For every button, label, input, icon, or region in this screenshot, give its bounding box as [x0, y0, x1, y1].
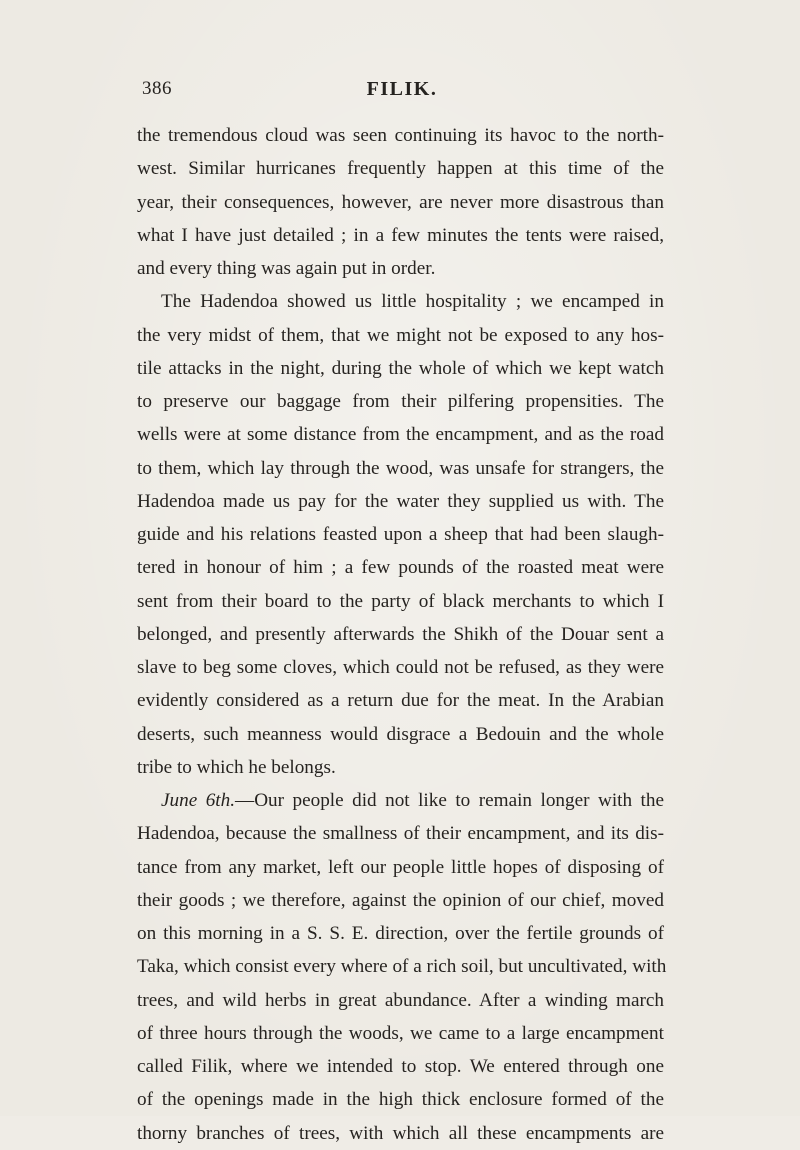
text-line: tribe to which he belongs. [137, 756, 336, 778]
text-line: to preserve our baggage from their pilfering propensities. The [137, 391, 664, 412]
text-line [137, 784, 664, 817]
text-line: thorny branches of trees, with which all these encampments are [137, 1122, 664, 1144]
text-line-rest: —Our people did not like to remain longer with the [235, 790, 664, 811]
text-line: slave to beg some cloves, which could not be refused, as they were [137, 657, 664, 678]
date-heading: June 6th. [161, 790, 236, 811]
text-line: tance from any market, left our people little hopes of disposing of [137, 856, 664, 878]
text-line: of three hours through the woods, we came to a large encampment [137, 1022, 664, 1044]
body-text [137, 119, 667, 1150]
text-line: wells were at some distance from the encampment, and as the road [137, 424, 664, 446]
text-line: the very midst of them, that we might not be exposed to any hos- [137, 324, 664, 346]
text-line: year, their consequences, however, are never more disastrous than [137, 191, 664, 213]
text-line: Hadendoa made us pay for the water they supplied us with. The [137, 490, 664, 512]
page-number: 386 [142, 78, 172, 99]
text-line: what I have just detailed ; in a few minutes the tents were raised, [137, 224, 664, 246]
running-head: FILIK. [366, 78, 438, 100]
text-line: deserts, such meanness would disgrace a Bedouin and the whole [137, 723, 664, 745]
text-line: Hadendoa, because the smallness of their encampment, and its dis- [137, 823, 664, 845]
text-line: west. Similar hurricanes frequently happen at this time of the [137, 158, 664, 180]
text-line: the tremendous cloud was seen continuing its havoc to the north- [137, 125, 664, 146]
text-line: their goods ; we therefore, against the opinion of our chief, moved [137, 889, 664, 911]
text-line: tered in honour of him ; a few pounds of the roasted meat were [137, 557, 664, 579]
text-line: of the openings made in the high thick enclosure formed of the [137, 1089, 664, 1111]
text-line: called Filik, where we intended to stop. We entered through one [137, 1056, 664, 1077]
text-line: evidently considered as a return due for the meat. In the Arabian [137, 690, 664, 712]
text-line: belonged, and presently afterwards the Shikh of the Douar sent a [137, 623, 664, 645]
text-line: trees, and wild herbs in great abundance. After a winding march [137, 989, 664, 1011]
text-line: to them, which lay through the wood, was unsafe for strangers, the [137, 457, 664, 479]
text-line: tile attacks in the night, during the whole of which we kept watch [137, 357, 664, 379]
text-line: guide and his relations feasted upon a sheep that had been slaugh- [137, 524, 664, 545]
text-line: The Hadendoa showed us little hospitality ; we encamped in [161, 291, 664, 313]
text-line: and every thing was again put in order. [137, 258, 436, 279]
text-line: Taka, which consist every where of a rich soil, but uncultivated, with [137, 956, 667, 978]
page-header [142, 78, 662, 108]
text-line: on this morning in a S. S. E. direction, over the fertile grounds of [137, 923, 664, 944]
text-line: sent from their board to the party of black merchants to which I [137, 590, 664, 612]
